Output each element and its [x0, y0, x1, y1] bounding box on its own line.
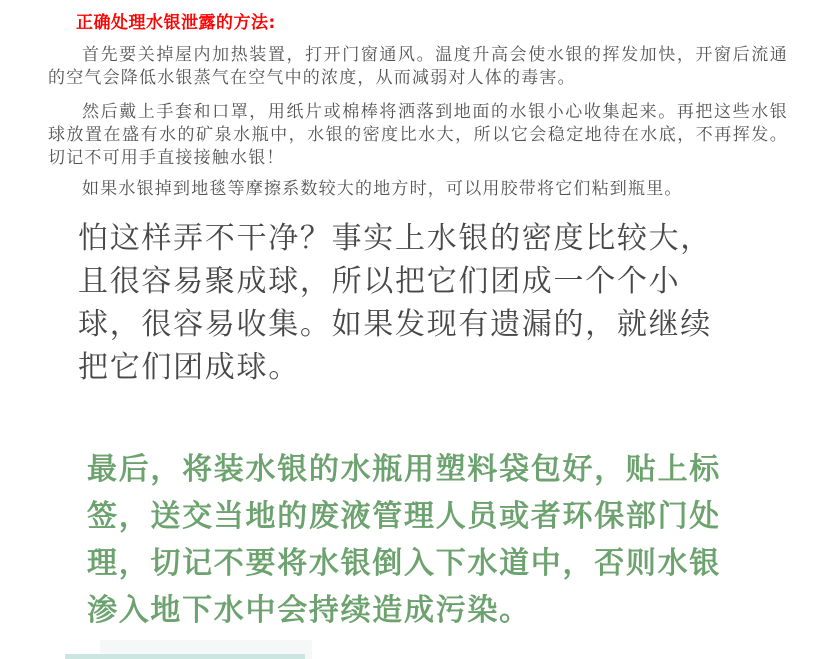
- text-line: 签，送交当地的废液管理人员或者环保部门处: [87, 499, 721, 534]
- article-title: 正确处理水银泄露的方法:: [76, 13, 276, 33]
- text-line: 怕这样弄不干净？事实上水银的密度比较大，: [78, 221, 712, 256]
- text-line: 球，很容易收集。如果发现有遗漏的，就继续: [78, 307, 712, 342]
- emphasis-gray-paragraph: [78, 217, 712, 389]
- text-line: 且很容易聚成球，所以把它们团成一个个小: [78, 264, 681, 299]
- paragraph-carpet-tape: 如果水银掉到地毯等摩擦系数较大的地方时，可以用胶带将它们粘到瓶里。: [82, 179, 683, 199]
- emphasis-green-paragraph: [87, 446, 721, 634]
- bottom-strip: [65, 654, 305, 659]
- text-line: 最后，将装水银的水瓶用塑料袋包好，贴上标: [87, 452, 721, 487]
- text-line: 渗入地下水中会持续造成污染。: [87, 593, 531, 628]
- text-line: 把它们团成球。: [78, 350, 300, 385]
- paragraph-ventilation: 首先要关掉屋内加热装置，打开门窗通风。温度升高会使水银的挥发加快，开窗后流通的空气会降低水银蒸气在空气中的浓度，从而减弱对人体的毒害。: [48, 45, 788, 88]
- text-line: 理，切记不要将水银倒入下水道中，否则水银: [87, 546, 721, 581]
- paragraph-collection: 然后戴上手套和口罩，用纸片或棉棒将洒落到地面的水银小心收集起来。再把这些水银球放置在盛有水的矿泉水瓶中，水银的密度比水大，所以它会稳定地待在水底，不再挥发。切记不可用手直接接触水银！: [48, 102, 788, 168]
